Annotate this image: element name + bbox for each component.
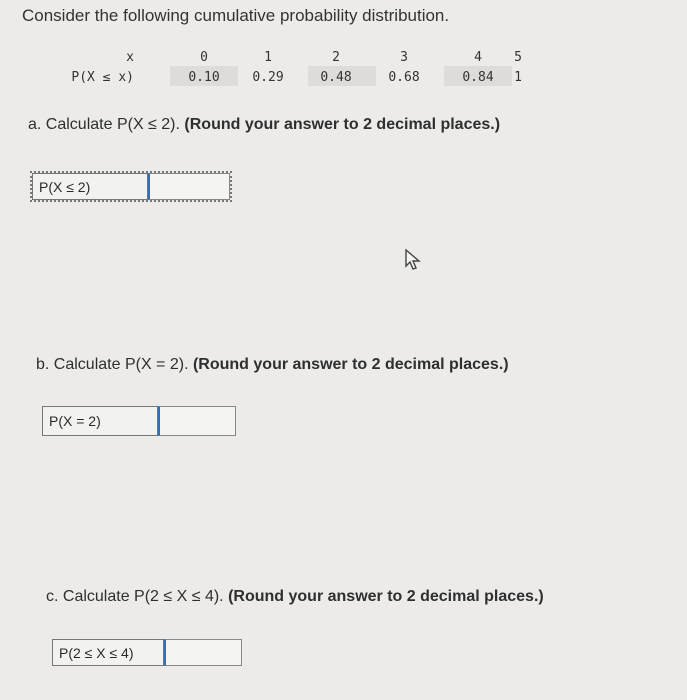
mouse-cursor-icon	[404, 248, 424, 272]
question-a-instruction: (Round your answer to 2 decimal places.)	[184, 116, 501, 133]
p-value: 1	[514, 70, 522, 85]
p-value: 0.68	[388, 70, 420, 85]
x-value: 5	[514, 50, 522, 65]
answer-label-c: P(2 ≤ X ≤ 4)	[52, 639, 164, 666]
question-a	[28, 116, 500, 134]
x-value: 2	[332, 50, 340, 65]
x-value: 3	[400, 50, 408, 65]
answer-input-c[interactable]	[164, 639, 242, 666]
answer-input-a[interactable]	[148, 173, 230, 200]
intro-text: Consider the following cumulative probability distribution.	[22, 6, 450, 25]
question-b	[36, 356, 509, 374]
p-value: 0.10	[188, 70, 220, 85]
x-value: 0	[200, 50, 208, 65]
question-b-instruction: (Round your answer to 2 decimal places.)	[192, 356, 509, 373]
question-c-instruction: (Round your answer to 2 decimal places.)	[228, 588, 544, 605]
answer-label-b: P(X = 2)	[42, 406, 158, 436]
question-b-text: b. Calculate P(X = 2).	[36, 356, 189, 373]
x-value: 4	[474, 50, 482, 65]
p-value: 0.29	[252, 70, 284, 85]
answer-row-b	[42, 406, 236, 436]
question-c	[46, 588, 544, 606]
question-c-text: c. Calculate P(2 ≤ X ≤ 4).	[46, 588, 224, 605]
answer-input-b[interactable]	[158, 406, 236, 436]
p-value: 0.84	[462, 70, 494, 85]
p-row-label: P(X ≤ x)	[71, 70, 134, 85]
p-value: 0.48	[320, 70, 352, 85]
x-value: 1	[264, 50, 272, 65]
answer-label-a: P(X ≤ 2)	[32, 173, 148, 200]
answer-row-c	[52, 639, 242, 666]
question-a-text: a. Calculate P(X ≤ 2).	[28, 116, 180, 133]
x-row-label: x	[126, 50, 134, 65]
answer-row-a	[32, 173, 230, 200]
